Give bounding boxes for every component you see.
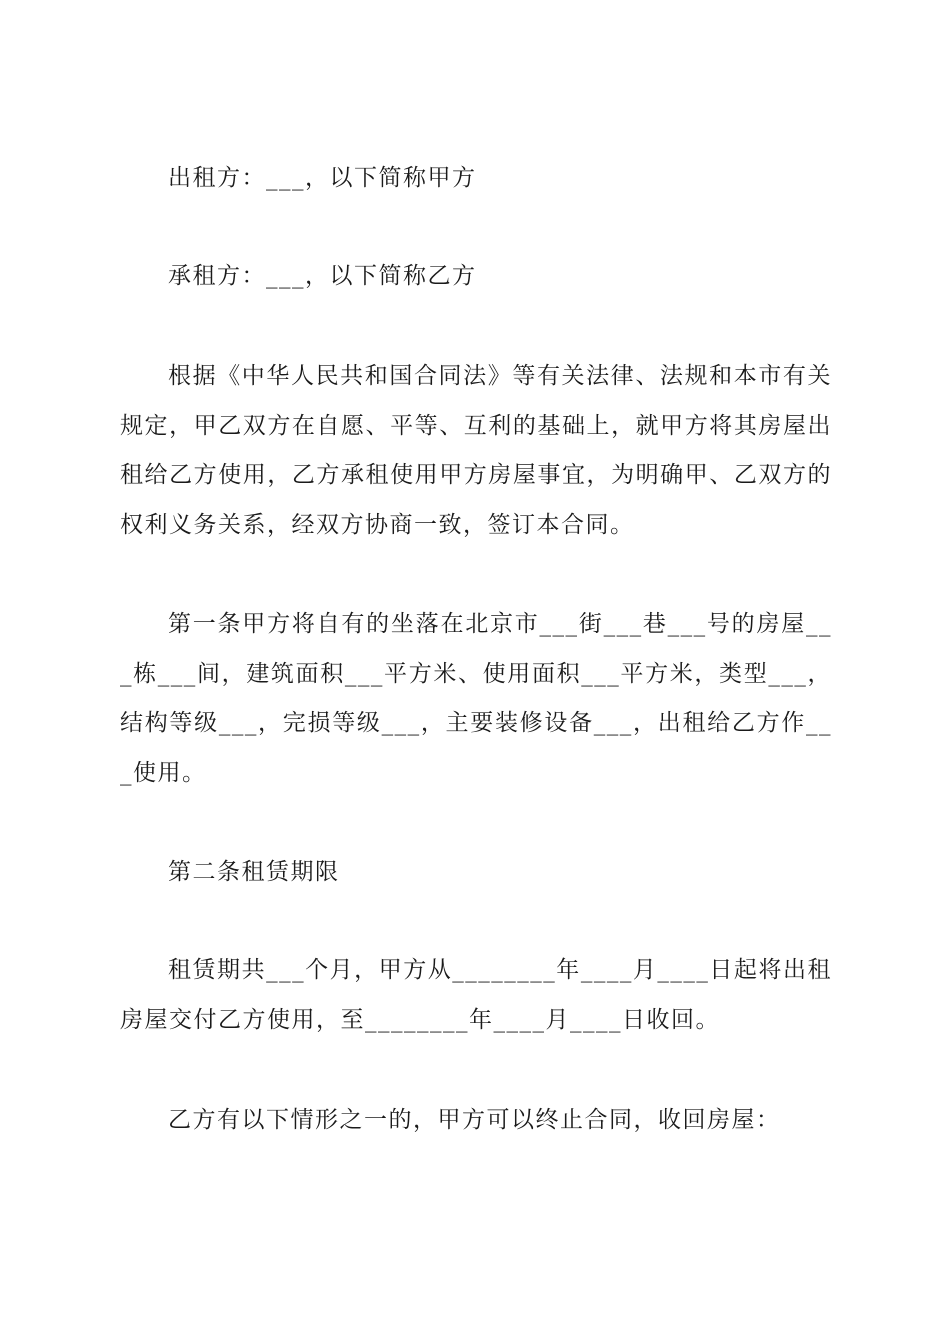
termination-conditions-paragraph: 乙方有以下情形之一的，甲方可以终止合同，收回房屋： <box>168 1107 781 1133</box>
article-one-paragraph: 第一条甲方将自有的坐落在北京市___街___巷___号的房屋___栋___间，建筑面积___平方米、使用面积___平方米，类型___，结构等级___，完损等级___，主要装修设备___，出租给乙方作___使用。 <box>120 611 832 786</box>
lessee-line: 承租方：___，以下简称乙方 <box>168 263 477 289</box>
lessor-line: 出租方：___，以下简称甲方 <box>168 165 477 191</box>
lease-term-paragraph: 租赁期共___个月，甲方从________年____月____日起将出租房屋交付乙方使用，至________年____月____日收回。 <box>120 957 832 1033</box>
article-two-heading: 第二条租赁期限 <box>168 859 340 885</box>
preamble-paragraph: 根据《中华人民共和国合同法》等有关法律、法规和本市有关规定，甲乙双方在自愿、平等、互利的基础上，就甲方将其房屋出租给乙方使用，乙方承租使用甲方房屋事宜，为明确甲、乙双方的权利义务关系，经双方协商一致，签订本合同。 <box>120 363 832 538</box>
